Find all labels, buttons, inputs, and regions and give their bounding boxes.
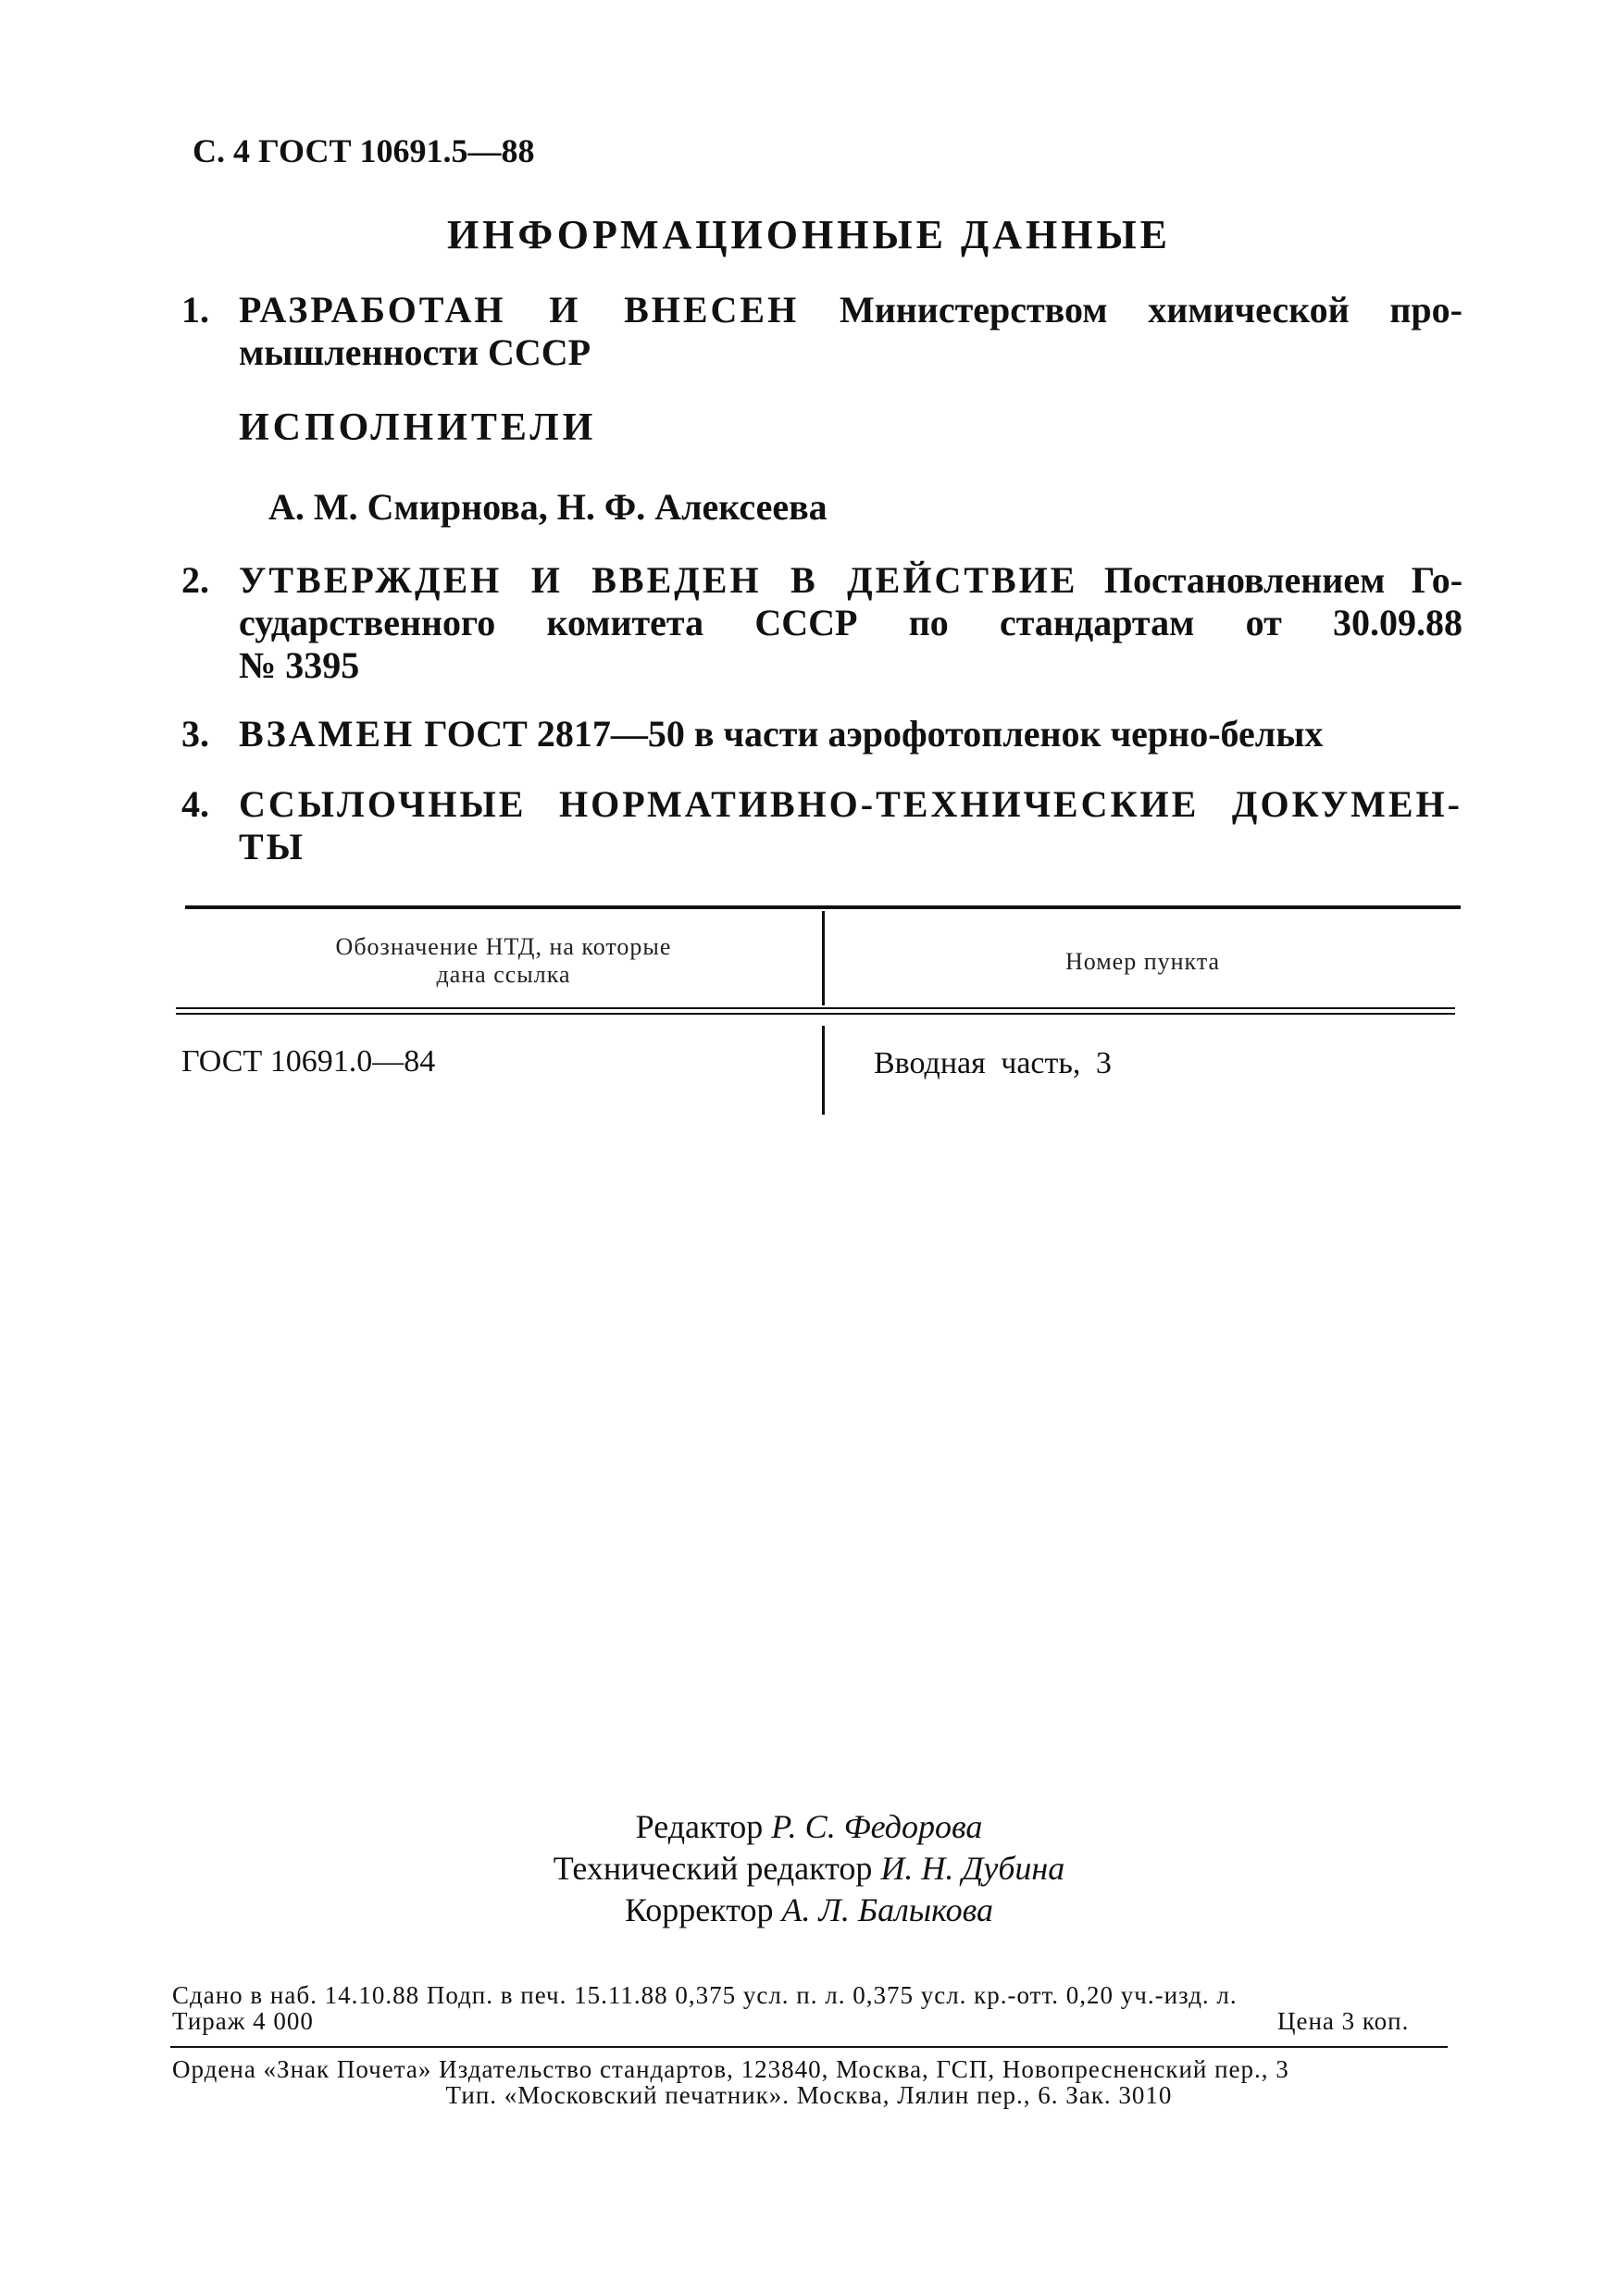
credit-technical-editor: Технический редактор И. Н. Дубина xyxy=(553,1850,1065,1887)
info-item-1 xyxy=(181,289,1462,381)
item-caption: РАЗРАБОТАН И ВНЕСЕН xyxy=(239,289,800,331)
imprint-printer: Тип. «Московский печатник». Москва, Лялин пер., 6. Зак. 3010 xyxy=(445,2081,1173,2109)
table-header-clause: Номер пункта xyxy=(1064,948,1221,975)
imprint-print-details: Сдано в наб. 14.10.88 Подп. в печ. 15.11.88 0,375 усл. п. л. 0,375 усл. кр.-отт. 0,20 уч.-изд. л. xyxy=(172,1981,1238,2009)
item-caption: УТВЕРЖДЕН И ВВЕДЕН В ДЕЙСТВИЕ xyxy=(239,559,1078,601)
imprint-price: Цена 3 коп. xyxy=(1277,2007,1410,2035)
table-cell-clause: Вводная часть, 3 xyxy=(874,1046,1112,1080)
item-text-continued: мышленности СССР xyxy=(239,331,591,373)
item-number: 3. xyxy=(181,713,209,755)
imprint-circulation: Тираж 4 000 xyxy=(172,2007,314,2035)
imprint-publisher: Ордена «Знак Почета» Издательство стандартов, 123840, Москва, ГСП, Новопресненский пер., 3 xyxy=(172,2055,1289,2083)
item-number: 1. xyxy=(181,289,209,331)
info-item-2 xyxy=(181,559,1462,689)
page-header: С. 4 ГОСТ 10691.5—88 xyxy=(193,132,535,169)
executors-names: А. М. Смирнова, Н. Ф. Алексеева xyxy=(268,486,828,528)
item-caption: ВЗАМЕН xyxy=(239,713,416,755)
item-number: 4. xyxy=(181,783,209,825)
info-item-3 xyxy=(181,713,1462,759)
credit-editor: Редактор Р. С. Федорова xyxy=(635,1808,983,1845)
item-text-continued: № 3395 xyxy=(239,644,360,686)
item-text: ГОСТ 2817—50 в части аэрофотопленок черно-белых xyxy=(424,713,1324,755)
page-title: ИНФОРМАЦИОННЫЕ ДАННЫЕ xyxy=(446,212,1172,257)
table-top-rule xyxy=(185,905,1461,909)
info-item-4 xyxy=(181,783,1462,876)
table-header-designation: Обозначение НТД, на которые дана ссылка xyxy=(335,933,672,988)
table-header-rule xyxy=(176,1007,1455,1009)
credit-proofreader: Корректор А. Л. Балыкова xyxy=(624,1891,994,1928)
imprint-rule xyxy=(170,2046,1448,2048)
item-text: Министерством химической про- xyxy=(839,289,1462,331)
item-text: Постановлением Го- xyxy=(1103,559,1463,601)
item-text-continued: сударственного комитета СССР по стандартам от 30.09.88 xyxy=(239,602,1462,643)
item-caption: ССЫЛОЧНЫЕ НОРМАТИВНО-ТЕХНИЧЕСКИЕ ДОКУМЕН- xyxy=(239,783,1462,825)
table-column-divider xyxy=(822,1026,825,1115)
item-caption-continued: ТЫ xyxy=(239,826,305,867)
table-header-rule-double xyxy=(176,1013,1455,1015)
executors-heading: ИСПОЛНИТЕЛИ xyxy=(239,406,597,449)
table-cell-designation: ГОСТ 10691.0—84 xyxy=(181,1044,436,1079)
item-number: 2. xyxy=(181,559,209,601)
